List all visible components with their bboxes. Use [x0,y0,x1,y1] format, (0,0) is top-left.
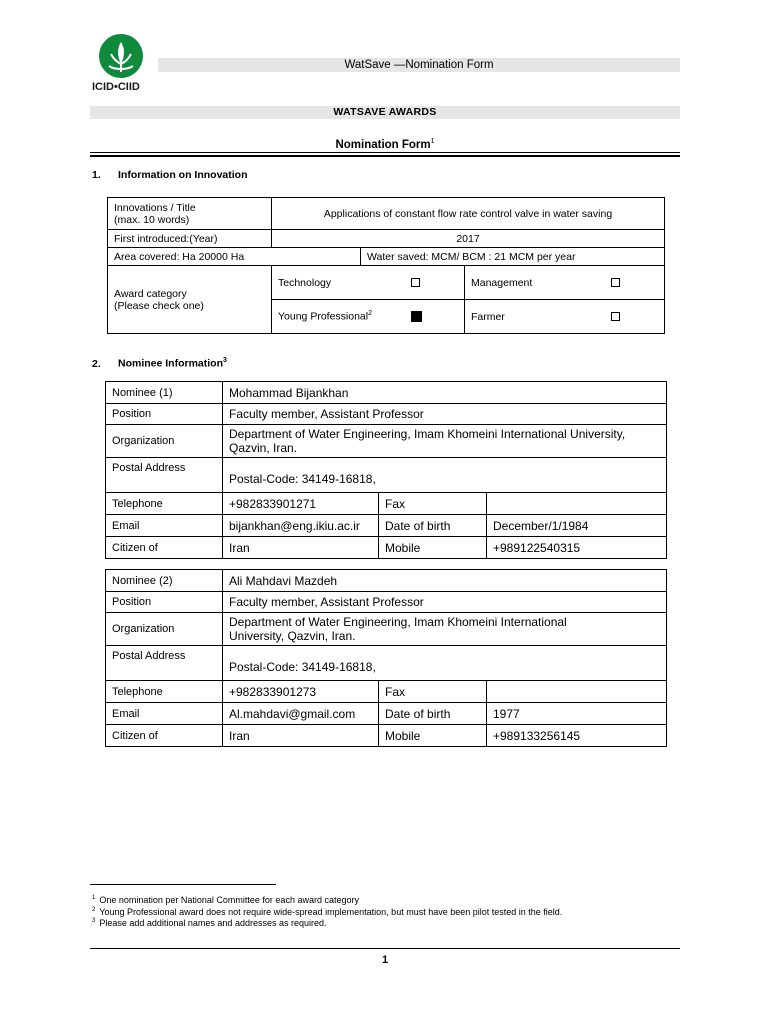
footnote-3 [92,916,327,929]
postal-label: Postal Address [106,646,223,681]
nominee2-dob-field[interactable]: 1977 [487,703,667,725]
footnote-text: Young Professional award does not require wide-spread implementation, but must have been pilot tested in the field. [99,907,563,917]
form-title-text: Nomination Form [335,138,431,151]
category-management[interactable] [465,266,665,300]
checkbox-empty-icon[interactable] [411,278,420,287]
section2-heading [92,357,227,370]
footnote-ref: 3 [92,918,96,924]
innovation-label [108,198,272,230]
water-saved-field[interactable]: Water saved: MCM/ BCM : 21 MCM per year [361,248,665,266]
document-header-title: WatSave —Nomination Form [158,58,680,72]
nominee2-fax-field[interactable] [487,681,667,703]
checkbox-checked-icon[interactable] [411,311,422,322]
footnote-ref: 1 [92,895,96,901]
footnote-rule [90,884,276,885]
nominee1-organization-field[interactable] [223,425,667,458]
footnote-text: One nomination per National Committee for each award category [99,895,359,905]
wheat-leaf-icon [99,34,143,78]
organization-label: Organization [106,425,223,458]
position-label: Position [106,592,223,613]
organization-label: Organization [106,613,223,646]
nominee1-fax-field[interactable] [487,493,667,515]
mobile-label: Mobile [379,725,487,747]
citizen-label: Citizen of [106,537,223,559]
citizen-label: Citizen of [106,725,223,747]
nominee2-telephone-field[interactable]: +982833901273 [223,681,379,703]
form-title [90,138,680,151]
footnote-ref: 2 [92,907,96,913]
nominee2-citizen-field[interactable]: Iran [223,725,379,747]
nominee2-postal-field[interactable]: Postal-Code: 34149-16818, [223,646,667,681]
section-title: Nominee Information [118,357,224,370]
category-farmer[interactable] [465,300,665,334]
nominee2-organization-field[interactable] [223,613,667,646]
nominee1-dob-field[interactable]: December/1/1984 [487,515,667,537]
title-rule-thin [90,152,680,153]
nominee2-name-field[interactable]: Ali Mahdavi Mazdeh [223,570,667,592]
organization-line2: University, Qazvin, Iran. [229,629,356,643]
innovation-label-line2: (max. 10 words) [114,213,190,226]
title-rule-thick [90,155,680,157]
nominee2-position-field[interactable]: Faculty member, Assistant Professor [223,592,667,613]
footnote-ref: 1 [430,138,435,145]
category-technology[interactable] [272,266,465,300]
award-category-line2: (Please check one) [114,299,204,312]
email-label: Email [106,703,223,725]
icid-logo [92,34,150,96]
mobile-label: Mobile [379,537,487,559]
section1-heading [92,169,248,181]
fax-label: Fax [379,493,487,515]
nominee1-name-field[interactable]: Mohammad Bijankhan [223,382,667,404]
innovation-label-line1: Innovations / Title [114,201,196,214]
nominee2-label: Nominee (2) [106,570,223,592]
nominee1-label: Nominee (1) [106,382,223,404]
award-category-label [108,266,272,334]
nominee1-citizen-field[interactable]: Iran [223,537,379,559]
organization-line1: Department of Water Engineering, Imam Khomeini International University, [229,427,626,441]
section-number: 1. [92,169,101,181]
category-management-label: Management [471,276,533,289]
section-title: Information on Innovation [118,169,248,181]
category-young-professional-label [278,310,372,323]
postal-label: Postal Address [106,458,223,493]
area-covered-field[interactable]: Area covered: Ha 20000 Ha [108,248,361,266]
nominee1-table [105,381,667,559]
category-farmer-label: Farmer [471,310,505,323]
email-label: Email [106,515,223,537]
fax-label: Fax [379,681,487,703]
section-number: 2. [92,357,101,370]
nominee1-telephone-field[interactable]: +982833901271 [223,493,379,515]
telephone-label: Telephone [106,681,223,703]
footnote-text: Please add additional names and addresses as required. [99,918,327,928]
telephone-label: Telephone [106,493,223,515]
innovation-table [107,197,665,334]
nominee1-email-field[interactable]: bijankhan@eng.ikiu.ac.ir [223,515,379,537]
nominee2-mobile-field[interactable]: +989133256145 [487,725,667,747]
checkbox-empty-icon[interactable] [611,278,620,287]
category-young-professional[interactable] [272,300,465,334]
innovation-title-field[interactable]: Applications of constant flow rate control valve in water saving [272,198,665,230]
checkbox-empty-icon[interactable] [611,312,620,321]
nominee1-mobile-field[interactable]: +989122540315 [487,537,667,559]
award-category-line1: Award category [114,287,187,300]
dob-label: Date of birth [379,515,487,537]
page-footer-rule [90,948,680,949]
first-introduced-field[interactable]: 2017 [272,230,665,248]
logo-text: ICID•CIID [92,81,140,93]
footnote-ref: 3 [223,357,227,364]
young-professional-text: Young Professional [278,310,369,323]
awards-heading: WATSAVE AWARDS [90,106,680,119]
organization-line1: Department of Water Engineering, Imam Khomeini International [229,615,567,629]
nominee1-postal-field[interactable]: Postal-Code: 34149-16818, [223,458,667,493]
nominee2-email-field[interactable]: Al.mahdavi@gmail.com [223,703,379,725]
nominee1-position-field[interactable]: Faculty member, Assistant Professor [223,404,667,425]
position-label: Position [106,404,223,425]
first-introduced-label: First introduced:(Year) [108,230,272,248]
organization-line2: Qazvin, Iran. [229,441,298,455]
dob-label: Date of birth [379,703,487,725]
page-number: 1 [381,954,389,966]
category-technology-label: Technology [278,276,332,289]
nominee2-table [105,569,667,747]
footnote-ref: 2 [368,310,373,318]
